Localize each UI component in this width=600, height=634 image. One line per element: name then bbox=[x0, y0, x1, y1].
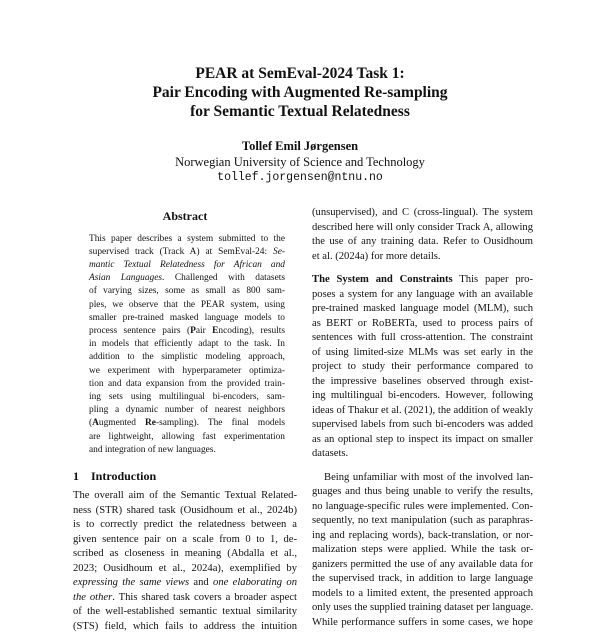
author-name: Tollef Emil Jørgensen bbox=[241, 139, 359, 153]
body-line: the impressive baselines observed through exist- bbox=[312, 375, 533, 387]
body-line: malization steps were applied. While the task or- bbox=[312, 544, 533, 555]
body-line: poses a system for any language with an available bbox=[312, 288, 533, 300]
abstract-line: addition to the simplistic modeling approach, bbox=[89, 352, 285, 363]
body-text: This paper pro- bbox=[452, 274, 534, 285]
paragraph-language-rules bbox=[312, 471, 533, 631]
abstract-line bbox=[89, 272, 285, 285]
abstract-line: ples, we observe that the PEAR system, using bbox=[89, 299, 285, 310]
intro-line: is to correctly predict the relatedness between a bbox=[73, 519, 297, 531]
abstract-line bbox=[89, 259, 285, 272]
title-line-2: Pair Encoding with Augmented Re-sampling bbox=[152, 84, 448, 101]
abstract-text: supervised track (Track A) at SemEval-24: bbox=[89, 246, 274, 257]
abstract-line: and integration of new languages. bbox=[89, 444, 216, 455]
intro-line: given sentence pair on a scale from 0 to 1, de- bbox=[73, 533, 297, 545]
section-title: Introduction bbox=[91, 468, 157, 483]
body-line: as BERT or RoBERTa, used to process pairs of bbox=[312, 317, 533, 329]
intro-line: (STS) field, which fails to address the intuition bbox=[73, 620, 297, 632]
body-line: of using limited-size MLMs was set early in the bbox=[312, 346, 533, 358]
body-line: sequently, no text manipulation (such as paraphras- bbox=[312, 515, 533, 526]
abstract-line: are lightweight, allowing fast experimentation bbox=[89, 431, 285, 442]
body-line: the use of any training data. Refer to Ousidhoum bbox=[312, 236, 533, 247]
abstract-italic: Se- bbox=[273, 246, 285, 257]
section-heading-introduction bbox=[73, 469, 297, 484]
body-line: only uses the supplied training dataset per language. bbox=[312, 602, 534, 613]
title-line-1: PEAR at SemEval-2024 Task 1: bbox=[195, 65, 405, 82]
author-email: tollef.jorgensen@ntnu.no bbox=[217, 171, 383, 184]
body-line: sentences with full cross-attention. The constraint bbox=[312, 332, 533, 343]
abstract-italic: mantic Textual Relatedness for African and bbox=[89, 259, 285, 270]
right-column bbox=[312, 206, 533, 630]
abstract-text: process sentence pairs ( bbox=[89, 325, 191, 336]
paragraph-system-constraints bbox=[312, 273, 533, 462]
abstract-text: ( bbox=[89, 418, 93, 429]
abstract-line: smaller pre-trained masked language models to bbox=[89, 312, 285, 323]
abstract-heading: Abstract bbox=[162, 209, 208, 223]
author-affiliation: Norwegian University of Science and Technology bbox=[175, 155, 425, 169]
body-line: supervised labels from such bi-encoders was added bbox=[312, 419, 533, 430]
intro-italic: expressing the same views bbox=[73, 577, 190, 589]
intro-line: ness (STR) shared task (Ousidhoum et al., 2024b) bbox=[73, 504, 297, 516]
abstract-line: of varying sizes, some as small as 800 sam- bbox=[89, 286, 285, 297]
abstract-line bbox=[89, 325, 285, 338]
body-line: the supervised track, in addition to large language bbox=[312, 573, 533, 584]
abstract-body bbox=[89, 233, 285, 457]
abstract-bold: E bbox=[212, 325, 219, 336]
left-column bbox=[73, 206, 297, 634]
intro-line bbox=[73, 591, 297, 606]
body-line: guages and thus being unable to verify the results, bbox=[312, 486, 533, 497]
body-line: ing multilingual bi-encoders. However, following bbox=[312, 390, 533, 401]
abstract-line: pling a dynamic number of nearest neighbors bbox=[89, 405, 285, 416]
body-line: no language-specific rules were implemented. Con- bbox=[312, 500, 533, 512]
body-line: as an optional step to inspect its impact on smaller bbox=[312, 433, 533, 445]
paper-title bbox=[0, 64, 600, 121]
section-number: 1 bbox=[73, 468, 79, 483]
abstract-line bbox=[89, 246, 285, 259]
abstract-bold: P bbox=[190, 325, 196, 336]
intro-line: The overall aim of the Semantic Textual Related- bbox=[73, 490, 297, 502]
abstract-line: ing sets using multilingual bi-encoders, sam- bbox=[89, 391, 285, 402]
body-line: ganizers permitted the use of any available data for bbox=[312, 558, 533, 570]
paragraph-gap bbox=[312, 462, 533, 471]
intro-line: 2023; Ousidhoum et al., 2024a), exemplified by bbox=[73, 562, 297, 574]
body-line: datasets. bbox=[312, 448, 349, 459]
body-line: (unsupervised), and C (cross-lingual). The system bbox=[312, 207, 533, 218]
abstract-text: -sampling). The final models bbox=[155, 418, 285, 429]
abstract-bold: A bbox=[92, 418, 99, 429]
abstract-line bbox=[89, 417, 285, 430]
abstract-text: ugmented bbox=[98, 418, 146, 429]
body-line: models to a limited extent, the presented approach bbox=[312, 587, 533, 599]
intro-italic: the other bbox=[73, 591, 113, 603]
body-line: ideas of Thakur et al. (2021), the addition of weakly bbox=[312, 404, 533, 416]
abstract-text: . Challenged with datasets bbox=[162, 273, 285, 284]
abstract-line: This paper describes a system submitted to the bbox=[89, 233, 285, 244]
paragraph-heading: The System and Constraints bbox=[312, 274, 453, 285]
introduction-body bbox=[73, 489, 297, 634]
intro-text: and bbox=[189, 577, 214, 589]
body-line: project to study their performance compared to bbox=[312, 361, 533, 372]
body-line: pre-trained masked language model (MLM), such bbox=[312, 303, 533, 314]
body-line: Being unfamiliar with most of the involved lan- bbox=[324, 471, 533, 483]
body-line: While performance suffers in some cases, we hope bbox=[312, 616, 533, 628]
author-block bbox=[0, 138, 600, 186]
abstract-line: in models that efficiently adapt to the task. In bbox=[89, 339, 285, 350]
body-line: described here will only consider Track A, allowing bbox=[312, 221, 533, 233]
paragraph-gap bbox=[312, 264, 533, 273]
intro-line bbox=[73, 576, 297, 591]
title-line-3: for Semantic Textual Relatedness bbox=[190, 103, 410, 120]
intro-line: of the well-established semantic textual similarity bbox=[73, 606, 297, 618]
body-line: et al. (2024a) for more details. bbox=[312, 250, 441, 262]
intro-text: . This shared task covers a broader aspect bbox=[112, 591, 297, 603]
abstract-bold: Re bbox=[145, 418, 156, 429]
intro-italic: one elaborating on bbox=[213, 577, 297, 589]
paragraph-tracks bbox=[312, 206, 533, 264]
abstract-text: ncoding), results bbox=[218, 325, 286, 336]
body-line bbox=[312, 273, 533, 288]
body-line: ing and replacing words), back-translation, or nor- bbox=[312, 529, 533, 541]
abstract-line: tion and data expansion from the provided train- bbox=[89, 378, 285, 389]
abstract-line: we experiment with hyperparameter optimiza- bbox=[89, 365, 285, 376]
abstract-text: air bbox=[195, 325, 213, 336]
intro-line: scribed as closeness in meaning (Abdalla et al., bbox=[73, 548, 297, 560]
abstract-italic: Asian Languages bbox=[89, 273, 163, 284]
